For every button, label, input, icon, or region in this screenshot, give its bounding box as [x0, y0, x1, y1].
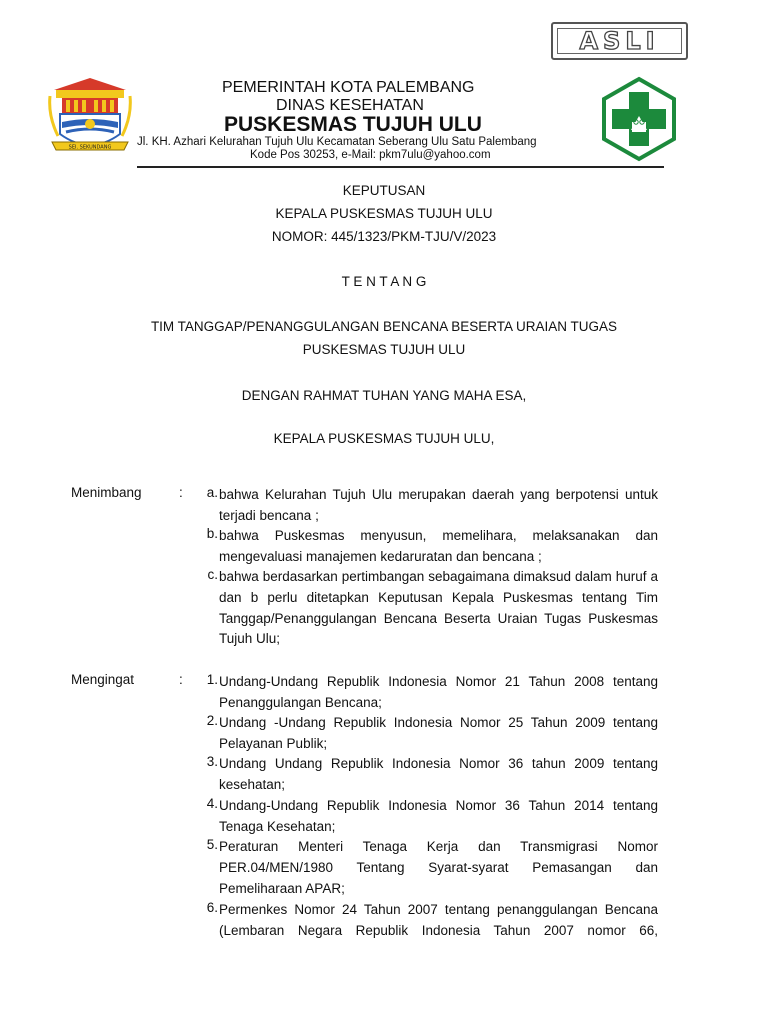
item-text: bahwa Kelurahan Tujuh Ulu merupakan daerah yang berpotensi untuk terjadi bencana ;	[219, 487, 658, 523]
item-marker: 3.	[206, 754, 218, 769]
item-text: Undang-Undang Republik Indonesia Nomor 21 Tahun 2008 tentang Penanggulangan Bencana;	[219, 674, 658, 710]
mengingat-colon: :	[179, 672, 183, 687]
item-text: bahwa Puskesmas menyusun, memelihara, melaksanakan dan mengevaluasi manajemen kedaruratan dan bencana ;	[219, 528, 658, 564]
stamp-text: ASLI	[579, 27, 660, 55]
decree-issuer: KEPALA PUSKESMAS TUJUH ULU	[275, 206, 493, 221]
item-text: Undang -Undang Republik Indonesia Nomor 25 Tahun 2009 tentang Pelayanan Publik;	[219, 715, 658, 751]
decree-subject-line1: TIM TANGGAP/PENANGGULANGAN BENCANA BESERTA URAIAN TUGAS	[150, 319, 618, 334]
item-text: Peraturan Menteri Tenaga Kerja dan Transmigrasi Nomor PER.04/MEN/1980 Tentang Syarat-syarat Pemasangan dan Pemeliharaan APAR;	[219, 839, 658, 896]
puskesmas-logo	[596, 76, 682, 162]
palembang-crest-logo	[48, 76, 132, 158]
decree-head: KEPALA PUSKESMAS TUJUH ULU,	[273, 431, 495, 446]
crest-banner-text: SEI. SEKUNDANG	[68, 144, 112, 151]
item-marker: 5.	[206, 837, 218, 852]
decree-subject-line2: PUSKESMAS TUJUH ULU	[302, 342, 466, 357]
header-puskesmas-title: PUSKESMAS TUJUH ULU	[224, 113, 482, 136]
mengingat-label: Mengingat	[71, 672, 135, 687]
decree-title: KEPUTUSAN	[342, 183, 426, 198]
item-marker: 1.	[206, 672, 218, 687]
header-department: DINAS KESEHATAN	[276, 97, 424, 114]
item-marker: c.	[207, 567, 218, 582]
header-address: Jl. KH. Azhari Kelurahan Tujuh Ulu Kecamatan Seberang Ulu Satu Palembang	[137, 136, 537, 148]
item-text: Permenkes Nomor 24 Tahun 2007 tentang penanggulangan Bencana (Lembaran Negara Republik Indonesia Tahun 2007 nomor 66,	[219, 902, 658, 938]
decree-blessing: DENGAN RAHMAT TUHAN YANG MAHA ESA,	[241, 388, 527, 403]
decree-about: T E N T A N G	[341, 274, 427, 289]
header-government: PEMERINTAH KOTA PALEMBANG	[222, 79, 475, 96]
decree-number: NOMOR: 445/1323/PKM-TJU/V/2023	[271, 229, 497, 244]
header-postal-email: Kode Pos 30253, e-Mail: pkm7ulu@yahoo.com	[250, 149, 491, 161]
item-text: Undang Undang Republik Indonesia Nomor 36 tahun 2009 tentang kesehatan;	[219, 756, 658, 792]
item-marker: a.	[206, 485, 218, 500]
header-divider	[137, 166, 664, 168]
item-text: bahwa berdasarkan pertimbangan sebagaimana dimaksud dalam huruf a dan b perlu ditetapkan Keputusan Kepala Puskesmas tentang Tim Tanggap/Penanggulangan Bencana Beserta Uraian Tugas Puskesmas Tujuh Ulu;	[219, 569, 658, 647]
item-marker: b.	[206, 526, 218, 541]
item-text: Undang-Undang Republik Indonesia Nomor 36 Tahun 2014 tentang Tenaga Kesehatan;	[219, 798, 658, 834]
item-marker: 2.	[206, 713, 218, 728]
item-marker: 6.	[206, 900, 218, 915]
asli-stamp	[551, 22, 688, 60]
item-marker: 4.	[206, 796, 218, 811]
menimbang-colon: :	[179, 485, 183, 500]
menimbang-label: Menimbang	[71, 485, 142, 500]
